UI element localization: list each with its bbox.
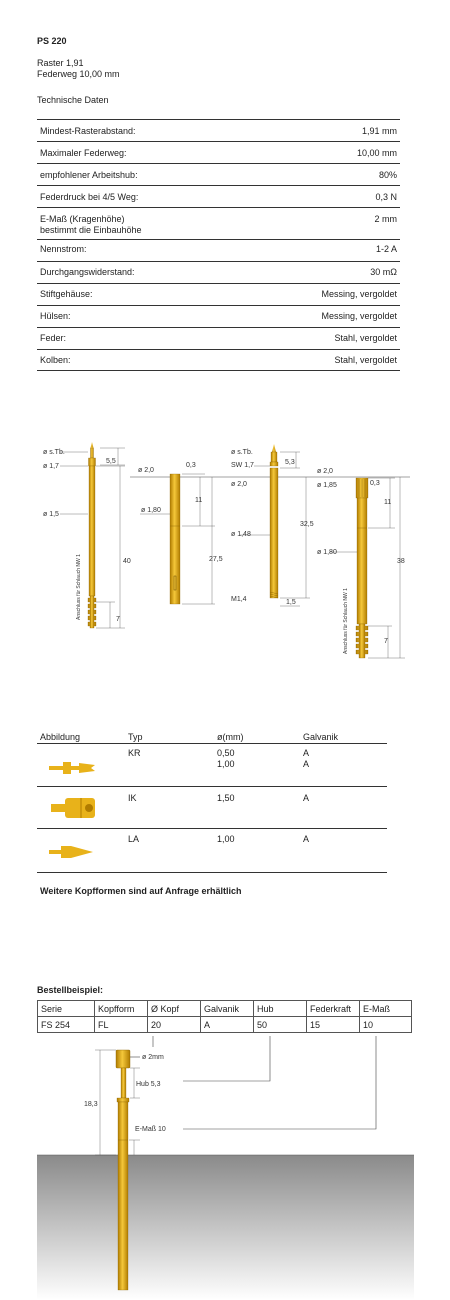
dim-label: M1,4 — [231, 596, 247, 603]
spec-label: Feder: — [40, 333, 67, 343]
spec-label: Durchgangswiderstand: — [40, 267, 135, 277]
dim-label: 1,5 — [286, 599, 296, 606]
ik-head-icon — [45, 794, 100, 822]
row-rule — [37, 828, 387, 829]
section-heading: Technische Daten — [37, 95, 109, 105]
dim-label: ø 1,7 — [43, 463, 59, 470]
spec-value: 0,3 N — [375, 192, 397, 202]
head-diameter: 1,50 — [217, 793, 235, 803]
order-emass-label: E-Maß 10 — [135, 1126, 166, 1133]
dim-label: ø s.Tb. — [231, 449, 253, 456]
head-galvanik: A — [303, 759, 310, 769]
spec-value: Stahl, vergoldet — [334, 355, 397, 365]
spec-value: Messing, vergoldet — [321, 289, 397, 299]
dim-label: 11 — [195, 497, 203, 504]
head-diameter: 1,00 — [217, 834, 235, 844]
order-value-cell: A — [201, 1017, 254, 1033]
col-header-diameter: ø(mm) — [217, 732, 244, 742]
order-value-cell: FS 254 — [38, 1017, 95, 1033]
la-head-icon — [45, 840, 100, 864]
order-header-cell: Kopfform — [95, 1001, 148, 1017]
technical-drawing — [0, 430, 450, 670]
order-value-cell: 50 — [254, 1017, 307, 1033]
order-header-cell: Hub — [254, 1001, 307, 1017]
federweg-line: Federweg 10,00 mm — [37, 69, 120, 79]
raster-line: Raster 1,91 — [37, 58, 84, 68]
head-diameter: 1,00 — [217, 759, 235, 769]
spec-row — [37, 186, 400, 208]
head-galvanik: A — [303, 748, 310, 758]
dim-label: 27,5 — [209, 556, 223, 563]
order-d2mm-label: ø 2mm — [142, 1054, 164, 1061]
dim-label: 7 — [384, 638, 388, 645]
kr-head-icon — [45, 756, 100, 780]
order-value-cell: 15 — [307, 1017, 360, 1033]
order-title: Bestellbeispiel: — [37, 985, 104, 995]
spec-label: Maximaler Federweg: — [40, 148, 127, 158]
dim-label: ø 1,80 — [317, 549, 337, 556]
dim-label: 11 — [384, 499, 392, 506]
head-typ: LA — [128, 834, 140, 844]
row-rule — [37, 872, 387, 873]
spec-row — [37, 350, 400, 371]
tube-label: Anschluss für Schlauch NW 1 — [343, 588, 349, 654]
dim-label: 5,5 — [106, 458, 116, 465]
spec-label: Stiftgehäuse: — [40, 289, 93, 299]
spec-value: 80% — [378, 170, 397, 180]
dim-label: ø 1,80 — [141, 507, 161, 514]
spec-value: Stahl, vergoldet — [334, 333, 397, 343]
order-length-label: 18,3 — [84, 1101, 98, 1108]
spec-label: Mindest-Rasterabstand: — [40, 126, 136, 136]
col-header-galvanik: Galvanik — [303, 732, 339, 742]
spec-row — [37, 262, 400, 284]
order-header-cell: Federkraft — [307, 1001, 360, 1017]
spec-label: empfohlener Arbeitshub: — [40, 170, 138, 180]
order-header-row — [38, 1001, 412, 1017]
spec-value: Messing, vergoldet — [321, 311, 397, 321]
col-header-abbildung: Abbildung — [40, 732, 81, 742]
dim-label: SW 1,7 — [231, 462, 254, 469]
head-typ: KR — [128, 748, 141, 758]
spec-value: 30 mΩ — [370, 267, 397, 277]
order-value-cell: 10 — [360, 1017, 412, 1033]
spec-label: E-Maß (Kragenhöhe) — [40, 214, 125, 224]
spec-value: 1-2 A — [375, 244, 397, 254]
head-forms-note: Weitere Kopfformen sind auf Anfrage erhältlich — [40, 886, 242, 896]
probe-1 — [43, 442, 131, 628]
spec-label: Nennstrom: — [40, 244, 87, 254]
dim-label: ø 2,0 — [231, 481, 247, 488]
dim-label: 0,3 — [186, 462, 196, 469]
probe-4 — [317, 468, 405, 658]
spec-row — [37, 142, 400, 164]
spec-value: 10,00 mm — [356, 148, 397, 158]
spec-row — [37, 284, 400, 306]
order-header-cell: Galvanik — [201, 1001, 254, 1017]
spec-value: 2 mm — [374, 214, 397, 224]
head-galvanik: A — [303, 834, 310, 844]
dim-label: ø 1,48 — [231, 531, 251, 538]
tube-label: Anschluss für Schlauch NW 1 — [76, 554, 82, 620]
order-pin — [116, 1050, 130, 1290]
order-value-cell: FL — [95, 1017, 148, 1033]
spec-row — [37, 164, 400, 186]
head-galvanik: A — [303, 793, 310, 803]
order-header-cell: Serie — [38, 1001, 95, 1017]
order-table — [37, 1000, 412, 1033]
row-rule — [37, 786, 387, 787]
order-example-drawing — [0, 1030, 450, 1300]
spec-value: 1,91 mm — [361, 126, 397, 136]
dim-label: 5,3 — [285, 459, 295, 466]
dim-label: 32,5 — [300, 521, 314, 528]
dim-label: 7 — [116, 616, 120, 623]
probe-3 — [231, 444, 314, 606]
dim-label: 0,3 — [370, 480, 380, 487]
dim-label: ø 2,0 — [317, 468, 333, 475]
order-header-cell: Ø Kopf — [148, 1001, 201, 1017]
order-value-cell: 20 — [148, 1017, 201, 1033]
order-header-cell: E-Maß — [360, 1001, 412, 1017]
spec-label: Hülsen: — [40, 311, 71, 321]
head-diameter: 0,50 — [217, 748, 235, 758]
header-rule — [37, 743, 387, 744]
dim-label: ø 1,5 — [43, 511, 59, 518]
spec-row — [37, 328, 400, 350]
spec-row — [37, 120, 400, 142]
spec-row — [37, 208, 400, 240]
head-typ: IK — [128, 793, 137, 803]
order-hub-label: Hub 5,3 — [136, 1081, 161, 1088]
spec-label: Kolben: — [40, 355, 71, 365]
spec-row — [37, 306, 400, 328]
page-title: PS 220 — [37, 36, 67, 46]
ground-block — [37, 1155, 414, 1300]
spec-label-sub: bestimmt die Einbauhöhe — [40, 225, 142, 235]
dim-label: 38 — [397, 558, 405, 565]
dim-label: ø s.Tb. — [43, 449, 65, 456]
dim-label: ø 1,85 — [317, 482, 337, 489]
probe-2 — [138, 462, 223, 604]
spec-row — [37, 240, 400, 262]
dim-label: 40 — [123, 558, 131, 565]
col-header-typ: Typ — [128, 732, 143, 742]
spec-label: Federdruck bei 4/5 Weg: — [40, 192, 139, 202]
dim-label: ø 2,0 — [138, 467, 154, 474]
